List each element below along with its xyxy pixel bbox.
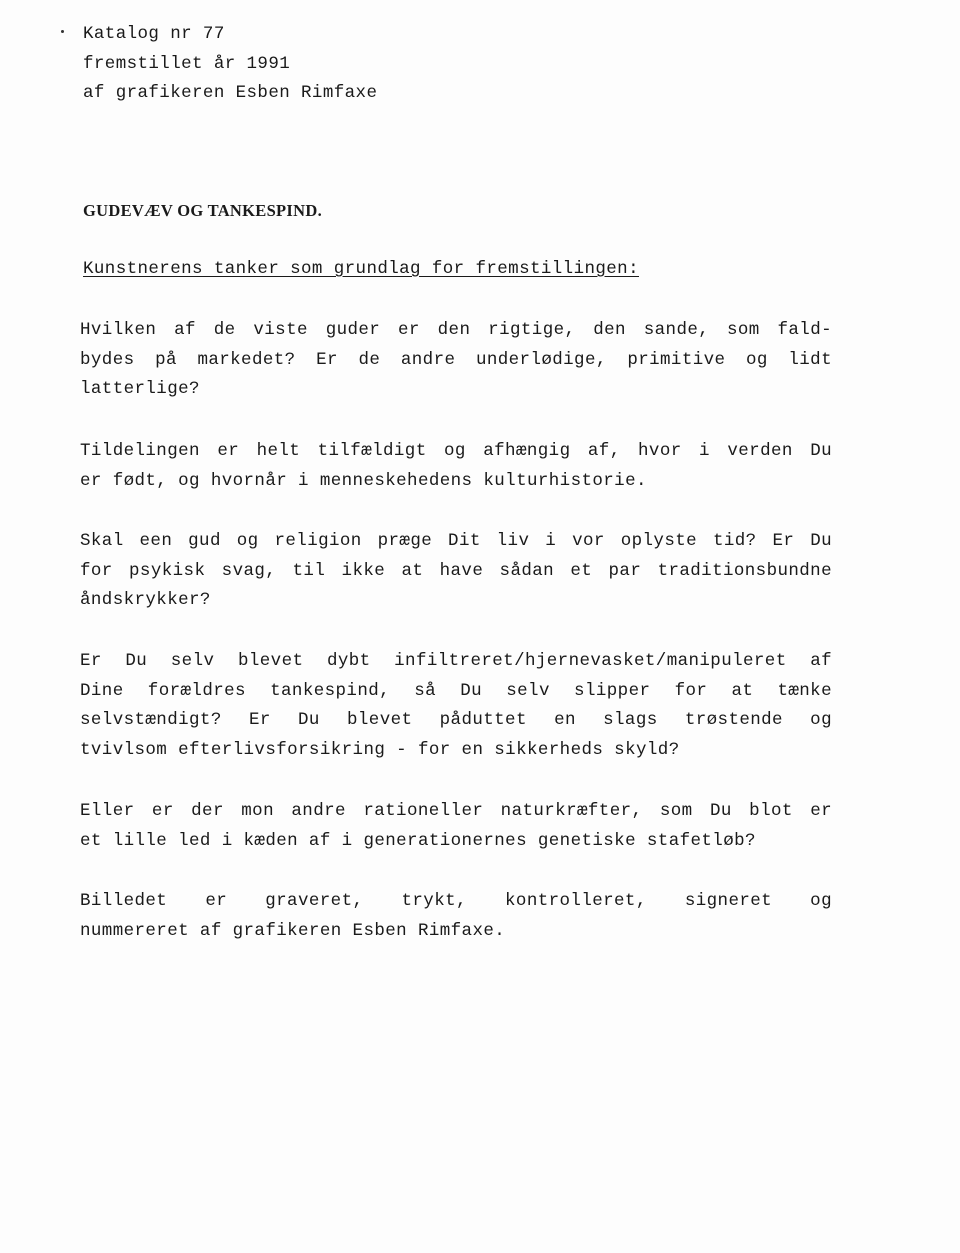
paragraph-3 [80,527,832,616]
text-line: et lille led i kæden af i generationernes genetiske stafetløb? [80,830,756,851]
document-subtitle: Kunstnerens tanker som grundlag for fremstillingen: [83,259,639,279]
text-line: bydes på markedet? Er de andre underlødige, primitive og lidt [80,349,832,370]
text-line: er født, og hvornår i menneskehedens kulturhistorie. [80,470,647,491]
text-line: for psykisk svag, til ikke at have sådan et par traditionsbundne [80,560,832,581]
text-line: Eller er der mon andre rationeller naturkræfter, som Du blot er [80,801,832,821]
paragraph-4 [80,647,832,765]
text-line: nummereret af grafikeren Esben Rimfaxe. [80,920,506,941]
paragraph-5 [80,797,832,856]
text-line: Tildelingen er helt tilfældigt og afhængig af, hvor i verden Du [80,441,832,461]
text-line: Skal een gud og religion præge Dit liv i vor oplyste tid? Er Du [80,531,832,551]
paragraph-2 [80,437,832,496]
text-line: Dine forældres tankespind, så Du selv slipper for at tænke [80,680,832,701]
catalog-header [83,20,377,109]
text-line: Hvilken af de viste guder er den rigtige, den sande, som fald- [80,320,832,340]
text-line: Billedet er graveret, trykt, kontrolleret, signeret og [80,891,832,911]
artist-line: af grafikeren Esben Rimfaxe [83,83,378,103]
catalog-number: Katalog nr 77 [83,24,225,44]
text-line: Er Du selv blevet dybt infiltreret/hjernevasket/manipuleret af [80,651,832,671]
text-line: selvstændigt? Er Du blevet påduttet en slags trøstende og [80,710,832,731]
document-title: GUDEVÆV OG TANKESPIND. [83,201,323,220]
production-year: fremstillet år 1991 [83,53,291,74]
margin-dot [61,30,64,33]
paragraph-1 [80,316,832,405]
text-line: tvivlsom efterlivsforsikring - for en sikkerheds skyld? [80,739,680,760]
text-line: åndskrykker? [80,590,211,611]
paragraph-6 [80,887,832,946]
text-line: latterlige? [80,379,200,400]
